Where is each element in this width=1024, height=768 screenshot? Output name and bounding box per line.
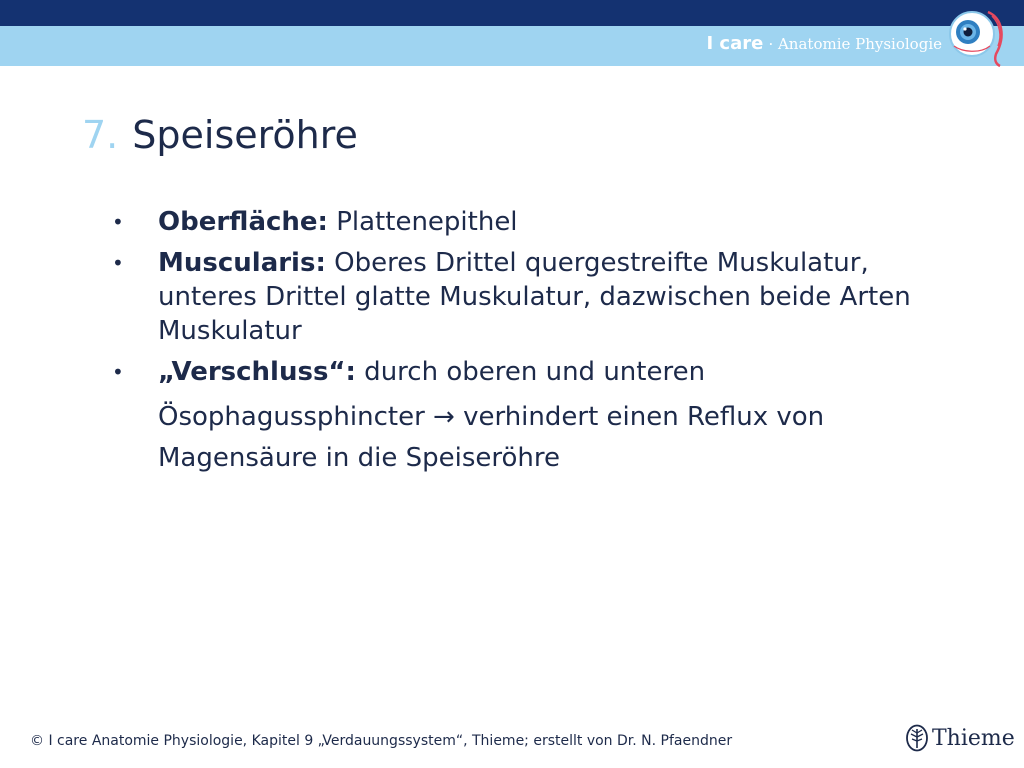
brand-subject: · Anatomie Physiologie [768, 35, 942, 53]
bullet-list [112, 205, 932, 486]
bullet-text: durch oberen und unteren [355, 357, 706, 387]
bullet-item [112, 205, 932, 239]
footer-copyright: © I care Anatomie Physiologie, Kapitel 9 „Verdauungssystem“, Thieme; erstellt von Dr. N. Pfaendner [30, 733, 733, 749]
bullet-text: Oberes Drittel quergestreifte Muskulatur, unteres Drittel glatte Muskulatur, dazwischen beide Arten Muskulatur [158, 248, 911, 346]
publisher-logo [905, 724, 1015, 752]
header-dark-bar [0, 0, 1024, 26]
brand-app-name: I care [706, 33, 764, 54]
brand-title [706, 33, 942, 54]
bullet-item [112, 355, 932, 479]
bullet-text: Plattenepithel [327, 207, 518, 237]
slide-title-text: Speiseröhre [132, 113, 358, 157]
bullet-marker: • [112, 251, 124, 275]
slide-title [82, 113, 358, 157]
thieme-tree-icon [905, 724, 929, 752]
bullet-label: Muscularis: [158, 248, 326, 278]
bullet-label: „Verschluss“: [158, 357, 356, 387]
eye-icon [944, 6, 1016, 68]
slide-number: 7. [82, 113, 119, 157]
bullet-item [112, 246, 932, 348]
bullet-continuation-text: Ösophagussphincter → verhindert einen Reflux von Magensäure in die Speiseröhre [158, 402, 825, 473]
bullet-label: Oberfläche: [158, 207, 328, 237]
bullet-marker: • [112, 360, 124, 384]
publisher-name: Thieme [932, 725, 1015, 751]
bullet-marker: • [112, 210, 124, 234]
